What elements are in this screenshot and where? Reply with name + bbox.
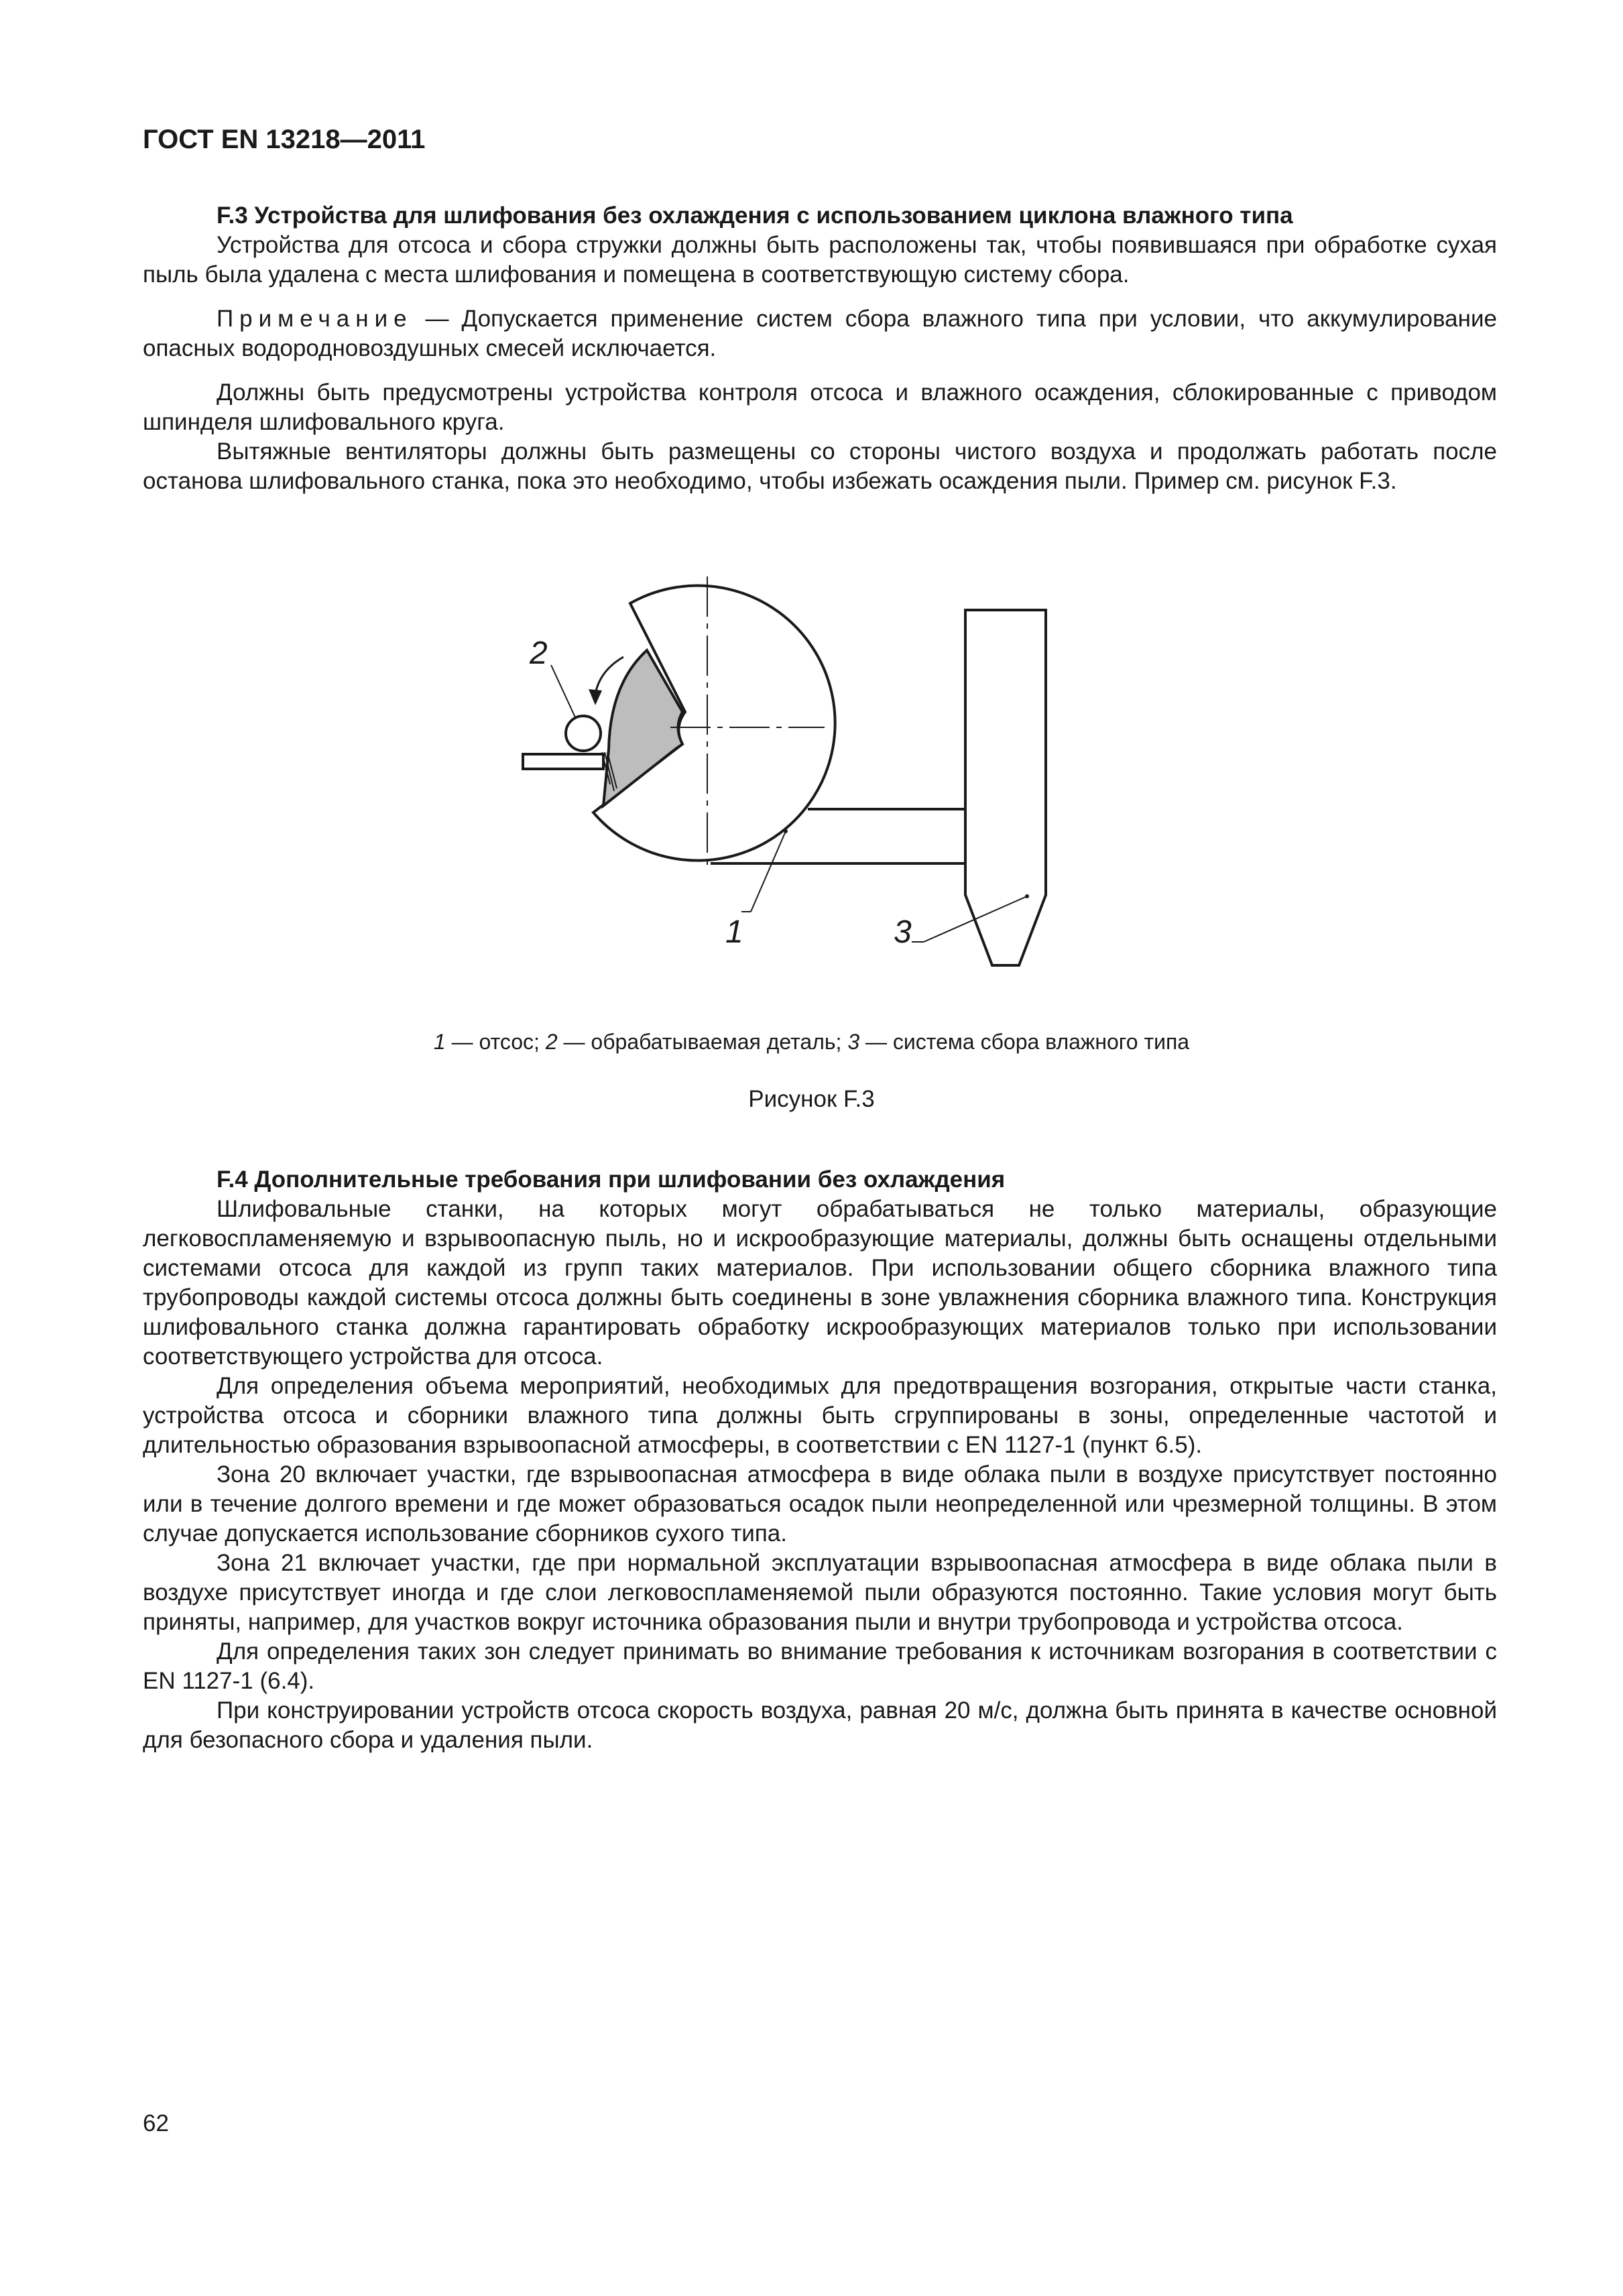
section-f4-paragraph-1: Шлифовальные станки, на которых могут обрабатываться не только материалы, образующие легковоспламеняемую и взрывоопасную пыль, но и искрообразующие материалы, должны быть оснащены отдельными системами отсоса для каждой из групп таких материалов. При использовании общего сборника влажного типа трубопроводы каждой системы отсоса должны быть соединены в зоне увлажнения сборника влажного типа. Конструкция шлифовального станка должна гарантировать обработку искрообразующих материалов только при использовании соответствующего устройства для отсоса. (143, 1196, 1497, 1370)
page-number: 62 (143, 2110, 169, 2136)
section-f3-paragraph-3: Вытяжные вентиляторы должны быть размещены со стороны чистого воздуха и продолжать работать после останова шлифовального станка, пока это необходимо, чтобы избежать осаждения пыли. Пример см. рисунок F.3. (143, 438, 1497, 494)
figure-label-1: 1 (725, 914, 743, 950)
note-label: Примечание (217, 306, 413, 332)
rotation-arrow-head (589, 689, 602, 705)
legend-text-3: — система сбора влажного типа (859, 1030, 1190, 1054)
leader-line-1 (751, 831, 786, 912)
figure-label-2: 2 (530, 636, 548, 671)
section-f4-paragraph-2: Для определения объема мероприятий, необходимых для предотвращения возгорания, открытые части станка, устройства отсоса и сборники влажного типа должны быть сгруппированы в зоны, определенные частотой и длительностью образования взрывоопасной атмосферы, в соответствии с EN 1127-1 (пункт 6.5). (143, 1373, 1497, 1458)
section-f3-paragraph-1: Устройства для отсоса и сбора стружки должны быть расположены так, чтобы появившаяся при обработке сухая пыль была удалена с места шлифования и помещена в соответствующую систему сбора. (143, 232, 1497, 288)
section-f3-heading: F.3 Устройства для шлифования без охлаждения с использованием циклона влажного типа (217, 202, 1293, 229)
figure-f3 (509, 563, 1099, 1006)
section-f4 (143, 1165, 1497, 1755)
workpiece-circle (566, 716, 601, 751)
section-f3-paragraph-2: Должны быть предусмотрены устройства контроля отсоса и влажного осаждения, сблокированные с приводом шпинделя шлифовального круга. (143, 379, 1497, 435)
legend-text-1: — отсос; (445, 1030, 546, 1054)
legend-text-2: — обрабатываемая деталь; (557, 1030, 848, 1054)
leader-line-2 (551, 665, 575, 717)
legend-number-3: 3 (847, 1030, 860, 1054)
legend-number-2: 2 (545, 1030, 558, 1054)
support-plate (523, 754, 603, 769)
leader-line-3 (924, 896, 1027, 942)
legend-number-1: 1 (433, 1030, 446, 1054)
figure-caption: Рисунок F.3 (748, 1086, 875, 1112)
section-f4-paragraph-3: Зона 20 включает участки, где взрывоопасная атмосфера в виде облака пыли в воздухе присутствует постоянно или в течение долгого времени и где может образоваться осадок пыли неопределенной или чрезмерной толщины. В этом случае допускается использование сборников сухого типа. (143, 1461, 1497, 1547)
leader-dot-1 (784, 829, 788, 833)
section-f4-paragraph-5: Для определения таких зон следует принимать во внимание требования к источникам возгорания в соответствии с EN 1127-1 (6.4). (143, 1638, 1497, 1694)
note-text: — Допускается применение систем сбора влажного типа при условии, что аккумулирование опасных водородновоздушных смесей исключается. (143, 306, 1497, 361)
figure-f3-drawing (509, 563, 1099, 1006)
section-f3-note (143, 304, 1497, 363)
wet-collector (965, 610, 1046, 965)
section-f4-paragraph-6: При конструировании устройств отсоса скорость воздуха, равная 20 м/с, должна быть принята в качестве основной для безопасного сбора и удаления пыли. (143, 1697, 1497, 1753)
figure-legend (0, 1028, 1623, 1055)
document-header: ГОСТ EN 13218—2011 (143, 125, 426, 154)
section-f4-paragraph-4: Зона 21 включает участки, где при нормальной эксплуатации взрывоопасная атмосфера в виде облака пыли в воздухе присутствует иногда и где слои легковоспламеняемой пыли образуются постоянно. Такие условия могут быть приняты, например, для участков вокруг источника образования пыли и внутри трубопровода и устройства отсоса. (143, 1550, 1497, 1635)
section-f3 (143, 201, 1497, 496)
leader-dot-3 (1025, 894, 1029, 898)
figure-label-3: 3 (894, 914, 912, 950)
section-f4-heading: F.4 Дополнительные требования при шлифовании без охлаждения (217, 1166, 1006, 1193)
